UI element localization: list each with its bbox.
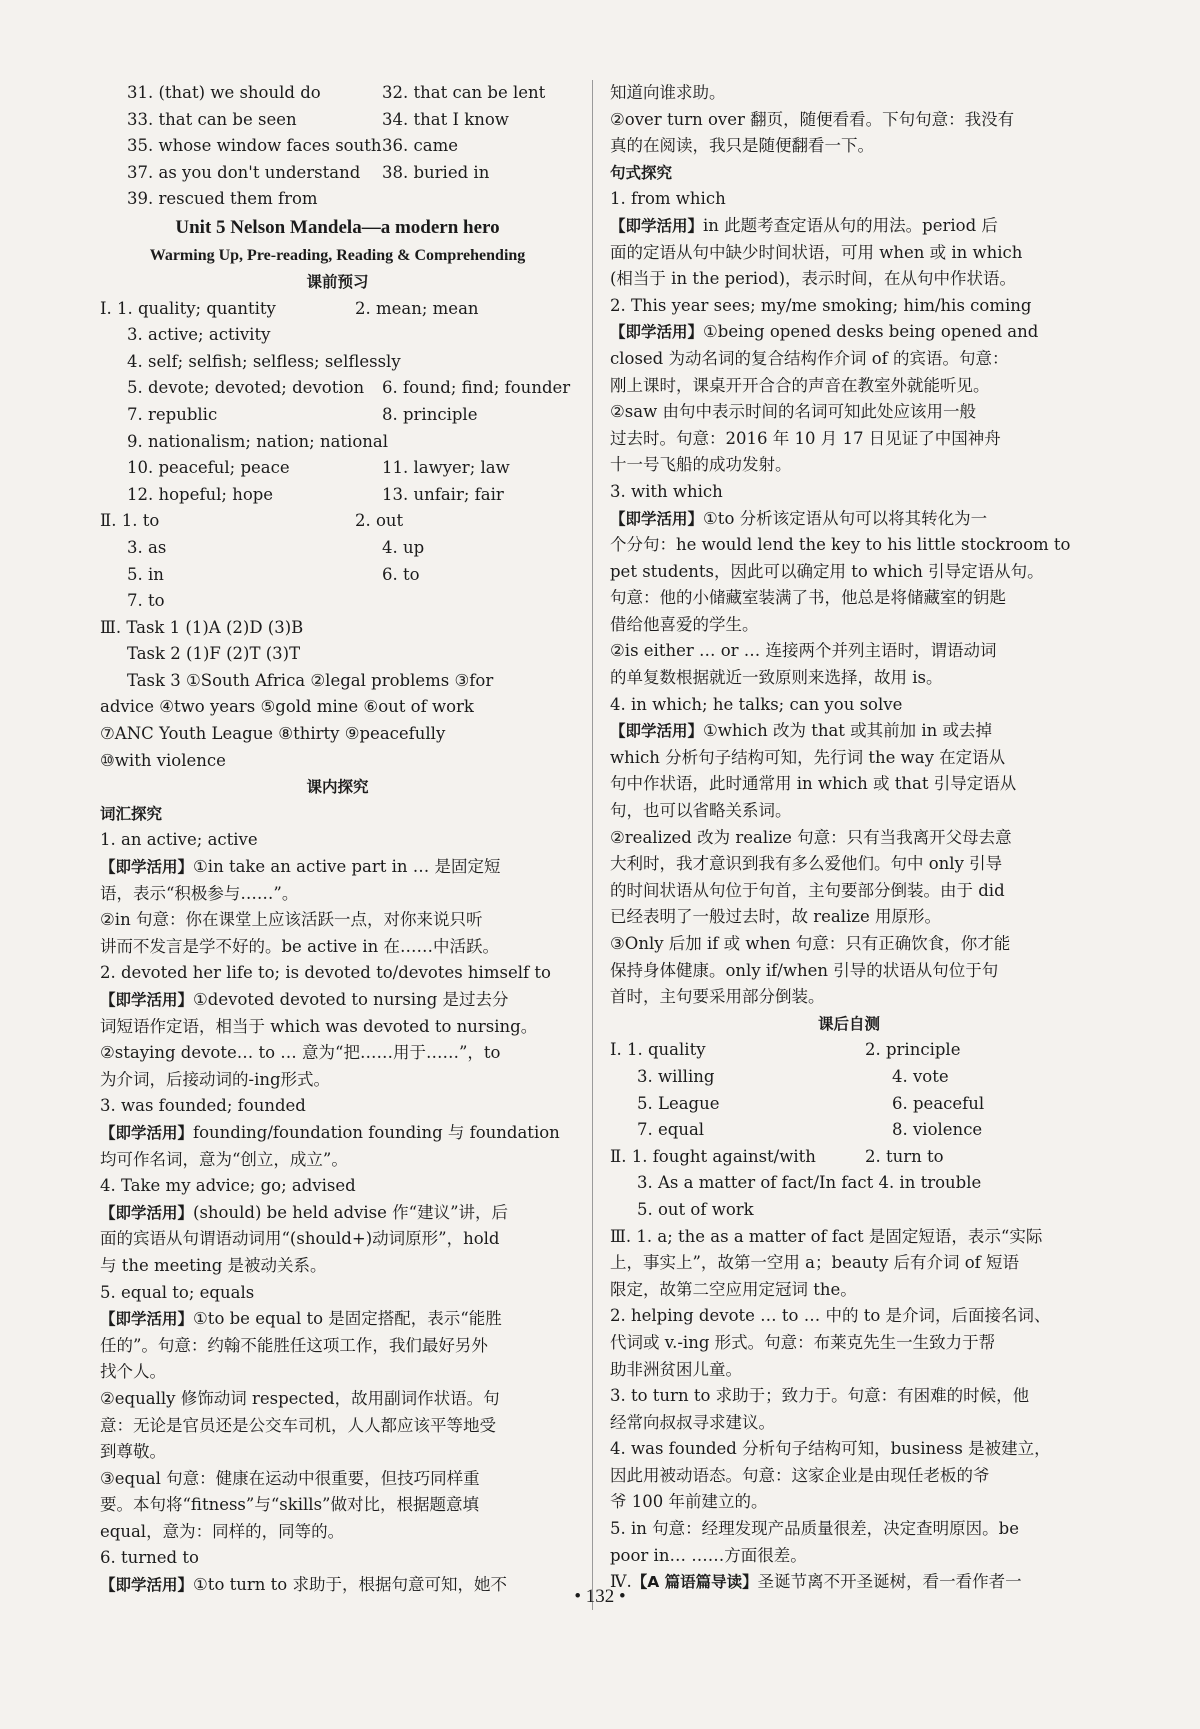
- test-part-2: [610, 1144, 1088, 1224]
- answer-item: 4. up: [382, 537, 425, 557]
- text-line: poor in… ……方面很差。: [610, 1545, 807, 1565]
- text-line: advice ④two years ⑤gold mine ⑥out of work: [100, 697, 474, 717]
- answer-item: 4. vote: [892, 1066, 949, 1086]
- answer-item: [892, 1170, 1088, 1197]
- bracket-label: 【即学活用】: [100, 1123, 194, 1142]
- text-line: ②in 句意：你在课堂上应该活跃一点，对你来说只听: [100, 910, 483, 930]
- aftercls-heading: 课后自测: [817, 1014, 880, 1033]
- preview-part-2: [100, 508, 575, 614]
- text-line: 【即学活用】in 此题考查定语从句的用法。period 后: [610, 215, 998, 235]
- answer-row: [610, 1091, 1088, 1118]
- answer-item: 5. in: [127, 564, 164, 584]
- text-line: 大利时，我才意识到我有多么爱他们。句中 only 引导: [610, 854, 1003, 874]
- answer-item: 5. out of work: [637, 1199, 754, 1219]
- left-column: [100, 80, 575, 1599]
- answer-item: 8. principle: [382, 404, 478, 424]
- text-line: 过去时。句意：2016 年 10 月 17 日见证了中国神舟: [610, 428, 1001, 448]
- bracket-label: 【A 篇语篇导读】: [631, 1573, 758, 1592]
- answer-list-31-38: [100, 80, 575, 186]
- answer-row: [100, 482, 575, 509]
- answer-row: [100, 107, 575, 134]
- bracket-label: 【即学活用】: [610, 216, 704, 235]
- bracket-label: 【即学活用】: [100, 1203, 194, 1222]
- answer-row: [100, 402, 575, 429]
- answer-row: [100, 322, 575, 349]
- answer-item: 2. mean; mean: [355, 298, 479, 318]
- answer-item: 5. devote; devoted; devotion: [127, 378, 365, 398]
- text-line: which 分析句子结构可知，先行词 the way 在定语从: [610, 747, 1006, 767]
- answer-item: 6. peaceful: [892, 1093, 985, 1113]
- text-line: 【即学活用】①being opened desks being opened and: [610, 322, 1039, 342]
- text-line: 知道向谁求助。: [610, 83, 726, 102]
- answer-item: 7. equal: [637, 1120, 705, 1140]
- answer-row: [610, 1064, 1088, 1091]
- text-line: 助非洲贫困儿童。: [610, 1359, 742, 1379]
- page-number: • 132 •: [574, 1586, 626, 1607]
- answer-item: Ⅱ. 1. fought against/with: [610, 1146, 816, 1166]
- answer-item: 2. principle: [865, 1040, 961, 1060]
- bracket-label: 【即学活用】: [100, 991, 194, 1009]
- text-line: Task 3 ①South Africa ②legal problems ③for: [127, 670, 494, 690]
- text-line: 借给他喜爱的学生。: [610, 614, 759, 634]
- text-line: 3. was founded; founded: [100, 1096, 306, 1116]
- answer-item: 35. whose window faces south: [127, 136, 382, 156]
- text-line: ③equal 句意：健康在运动中很重要，但技巧同样重: [100, 1468, 480, 1488]
- answer-item: 13. unfair; fair: [382, 484, 504, 504]
- text-line: 6. turned to: [100, 1548, 199, 1568]
- text-line: ②staying devote… to … 意为“把……用于……”，to: [100, 1043, 501, 1063]
- text-line: 到尊敬。: [100, 1442, 166, 1462]
- answer-item: 6. to: [382, 564, 420, 584]
- text-line: ②realized 改为 realize 句意：只有当我离开父母去意: [610, 827, 1012, 847]
- answer-item: 12. hopeful; hope: [127, 484, 274, 504]
- text-line: 4. was founded 分析句子结构可知，business 是被建立，: [610, 1439, 1051, 1459]
- text-line: closed 为动名词的复合结构作介词 of 的宾语。句意：: [610, 348, 1009, 368]
- text-line: 句意：他的小储藏室装满了书，他总是将储藏室的钥匙: [610, 588, 1006, 608]
- text-line: 【即学活用】①to 分析该定语从句可以将其转化为一: [610, 508, 988, 528]
- answer-row: [100, 508, 575, 535]
- answer-item: 10. peaceful; peace: [127, 458, 290, 478]
- answer-item: 31. (that) we should do: [127, 83, 321, 102]
- text-line: 首时，主句要采用部分倒装。: [610, 987, 825, 1007]
- bracket-label: 【即学活用】: [100, 1576, 194, 1595]
- answer-item: [382, 588, 575, 615]
- text-line: 语，表示“积极参与……”。: [100, 883, 299, 903]
- answer-row: [100, 535, 575, 562]
- text-line: 经常向叔叔寻求建议。: [610, 1412, 775, 1432]
- text-line: 1. an active; active: [100, 830, 258, 850]
- answer-row: [610, 1117, 1088, 1144]
- right-column: [610, 80, 1088, 1596]
- answer-item: 33. that can be seen: [127, 109, 297, 129]
- answer-item: 3. as: [127, 537, 167, 557]
- text-line: ②over turn over 翻页，随便看看。下句句意：我没有: [610, 109, 1015, 129]
- answer-row: [610, 1037, 1088, 1064]
- text-line: 句，也可以省略关系词。: [610, 801, 792, 821]
- text-line: ⑦ANC Youth League ⑧thirty ⑨peacefully: [100, 724, 446, 744]
- answer-item: [382, 429, 575, 456]
- answer-row: [610, 1197, 1088, 1224]
- answer-row: [610, 1144, 1088, 1171]
- test-part-3-4: [610, 1224, 1088, 1596]
- preview-heading: 课前预习: [306, 272, 369, 291]
- answer-item: 36. came: [382, 136, 458, 156]
- vocab-heading: 词汇探究: [100, 804, 163, 823]
- text-line: ⑩with violence: [100, 750, 226, 770]
- text-line: 爷 100 年前建立的。: [610, 1492, 768, 1512]
- answer-item: 34. that I know: [382, 109, 509, 129]
- text-line: 真的在阅读，我只是随便翻看一下。: [610, 136, 874, 156]
- answer-item: 32. that can be lent: [382, 83, 546, 102]
- answer-item: 3. active; activity: [127, 325, 271, 345]
- text-line: 5. equal to; equals: [100, 1282, 255, 1302]
- text-line: 2. helping devote … to … 中的 to 是介词，后面接名词、: [610, 1306, 1051, 1326]
- answer-row: [100, 80, 575, 107]
- text-line: ③Only 后加 if 或 when 句意：只有正确饮食，你才能: [610, 934, 1011, 953]
- answer-row: [100, 562, 575, 589]
- answer-item: 3. willing: [637, 1066, 715, 1086]
- text-line: 【即学活用】①to be equal to 是固定搭配，表示“能胜: [100, 1309, 502, 1329]
- answer-item: Ⅱ. 1. to: [100, 511, 160, 531]
- answer-item: 2. out: [355, 511, 404, 531]
- text-line: 【即学活用】①which 改为 that 或其前加 in 或去掉: [610, 721, 993, 741]
- text-line: 要。本句将“fitness”与“skills”做对比，根据题意填: [100, 1495, 479, 1515]
- bracket-label: 【即学活用】: [100, 1310, 194, 1329]
- text-line: equal，意为：同样的，同等的。: [100, 1521, 345, 1541]
- text-line: 的单复数根据就近一致原则来选择，故用 is。: [610, 668, 943, 688]
- answer-row: [100, 455, 575, 482]
- text-line: 个分句：he would lend the key to his little stockroom to: [610, 535, 1071, 555]
- text-line: 2. devoted her life to; is devoted to/devotes himself to: [100, 963, 551, 983]
- text-line: 【即学活用】①in take an active part in … 是固定短: [100, 857, 501, 877]
- bracket-label: 【即学活用】: [610, 509, 704, 528]
- text-line: 十一号飞船的成功发射。: [610, 455, 792, 475]
- answer-item: Ⅰ. 1. quality: [610, 1040, 706, 1060]
- answer-item: [382, 322, 575, 349]
- answer-row: [100, 296, 575, 323]
- text-line: 4. Take my advice; go; advised: [100, 1176, 356, 1196]
- text-line: 为介词，后接动词的-ing形式。: [100, 1069, 331, 1089]
- text-line: pet students，因此可以确定用 to which 引导定语从句。: [610, 561, 1044, 581]
- answer-item: 7. republic: [127, 404, 218, 424]
- text-line: Ⅲ. Task 1 (1)A (2)D (3)B: [100, 617, 304, 637]
- answer-item: 9. nationalism; nation; national: [127, 431, 389, 451]
- text-line: 上，事实上”，故第一空用 a；beauty 后有介词 of 短语: [610, 1253, 1020, 1273]
- text-line: 句中作状语，此时通常用 in which 或 that 引导定语从: [610, 774, 1017, 794]
- text-line: 4. in which; he talks; can you solve: [610, 694, 903, 714]
- answer-row: [100, 588, 575, 615]
- text-line: 保持身体健康。only if/when 引导的状语从句位于句: [610, 960, 999, 980]
- answer-row: [100, 160, 575, 187]
- text-line: 【即学活用】①to turn to 求助于，根据句意可知，她不: [100, 1575, 507, 1595]
- test-part-1: [610, 1037, 1088, 1143]
- text-line: 已经表明了一般过去时，故 realize 用原形。: [610, 907, 941, 927]
- text-line: 均可作名词，意为“创立，成立”。: [100, 1149, 348, 1169]
- answer-item: [892, 1197, 1088, 1224]
- text-line: ②equally 修饰动词 respected，故用副词作状语。句: [100, 1388, 500, 1408]
- vocab-answers-continued: [610, 80, 1088, 160]
- answer-39: 39. rescued them from: [127, 189, 318, 209]
- text-line: 【即学活用】(should) be held advise 作“建议”讲，后: [100, 1202, 509, 1222]
- text-line: 意：无论是官员还是公交车司机，人人都应该平等地受: [100, 1415, 496, 1435]
- unit-subtitle: Warming Up, Pre-reading, Reading & Comprehending: [149, 246, 526, 264]
- inclass-heading: 课内探究: [306, 778, 369, 797]
- text-line: 【即学活用】founding/foundation founding 与 foundation: [100, 1122, 560, 1142]
- text-line: 任的”。句意：约翰不能胜任这项工作，我们最好另外: [100, 1335, 488, 1355]
- preview-part-3: [100, 615, 575, 775]
- answer-item: [382, 349, 575, 376]
- text-line: 限定，故第二空应用定冠词 the。: [610, 1279, 857, 1299]
- text-line: Task 2 (1)F (2)T (3)T: [127, 644, 301, 664]
- text-line: 面的定语从句中缺少时间状语，可用 when 或 in which: [610, 242, 1023, 262]
- answer-item: Ⅰ. 1. quality; quantity: [100, 298, 276, 318]
- preview-part-1: [100, 296, 575, 509]
- text-line: 3. to turn to 求助于；致力于。句意：有困难的时候，他: [610, 1386, 1030, 1406]
- text-line: 代词或 v.-ing 形式。句意：布莱克先生一生致力于帮: [610, 1332, 996, 1352]
- pattern-heading: 句式探究: [610, 163, 673, 182]
- answer-item: 38. buried in: [382, 162, 490, 182]
- text-line: 因此用被动语态。句意：这家企业是由现任老板的爷: [610, 1465, 990, 1485]
- text-line: Ⅳ.【A 篇语篇导读】圣诞节离不开圣诞树，看一看作者一: [610, 1572, 1022, 1592]
- text-line: 找个人。: [100, 1362, 166, 1382]
- answer-row: [100, 429, 575, 456]
- answer-item: 8. violence: [892, 1120, 983, 1140]
- bracket-label: 【即学活用】: [610, 323, 704, 342]
- pattern-answers: [610, 186, 1088, 1010]
- text-line: ②saw 由句中表示时间的名词可知此处应该用一般: [610, 402, 976, 422]
- text-line: 2. This year sees; my/me smoking; him/his coming: [610, 295, 1032, 315]
- answer-item: 3. As a matter of fact/In fact 4. in trouble: [637, 1173, 982, 1193]
- text-line: ②is either … or … 连接两个并列主语时，谓语动词: [610, 641, 997, 661]
- bracket-label: 【即学活用】: [100, 858, 194, 877]
- text-line: Ⅲ. 1. a; the as a matter of fact 是固定短语，表示“实际: [610, 1226, 1043, 1246]
- bracket-label: 【即学活用】: [610, 722, 704, 741]
- text-line: 与 the meeting 是被动关系。: [100, 1255, 327, 1275]
- answer-item: 37. as you don't understand: [127, 162, 361, 182]
- text-line: 面的宾语从句谓语动词用“(should+)动词原形”，hold: [100, 1229, 500, 1249]
- answer-item: 4. self; selfish; selfless; selflessly: [127, 351, 401, 371]
- answer-item: 5. League: [637, 1093, 720, 1113]
- text-line: 【即学活用】①devoted devoted to nursing 是过去分: [100, 990, 509, 1009]
- answer-row: [100, 375, 575, 402]
- text-line: (相当于 in the period)，表示时间，在从句中作状语。: [610, 269, 1017, 289]
- text-line: 词短语作定语，相当于 which was devoted to nursing。: [100, 1016, 538, 1036]
- answer-row: [100, 133, 575, 160]
- text-line: 的时间状语从句位于句首，主句要部分倒装。由于 did: [610, 880, 1005, 900]
- vocab-answers: [100, 827, 575, 1598]
- answer-item: 2. turn to: [865, 1146, 944, 1166]
- answer-item: 7. to: [127, 591, 165, 611]
- column-divider: [592, 80, 593, 1610]
- text-line: 5. in 句意：经理发现产品质量很差，决定查明原因。be: [610, 1519, 1019, 1539]
- text-line: 刚上课时，课桌开开合合的声音在教室外就能听见。: [610, 375, 990, 395]
- answer-row: [100, 349, 575, 376]
- text-line: 3. with which: [610, 481, 723, 501]
- unit-title: Unit 5 Nelson Mandela—a modern hero: [175, 216, 500, 238]
- answer-row: [610, 1170, 1088, 1197]
- answer-item: 6. found; find; founder: [382, 378, 571, 398]
- text-line: 讲而不发言是学不好的。be active in 在……中活跃。: [100, 936, 500, 956]
- answer-item: 11. lawyer; law: [382, 458, 510, 478]
- text-line: 1. from which: [610, 189, 726, 209]
